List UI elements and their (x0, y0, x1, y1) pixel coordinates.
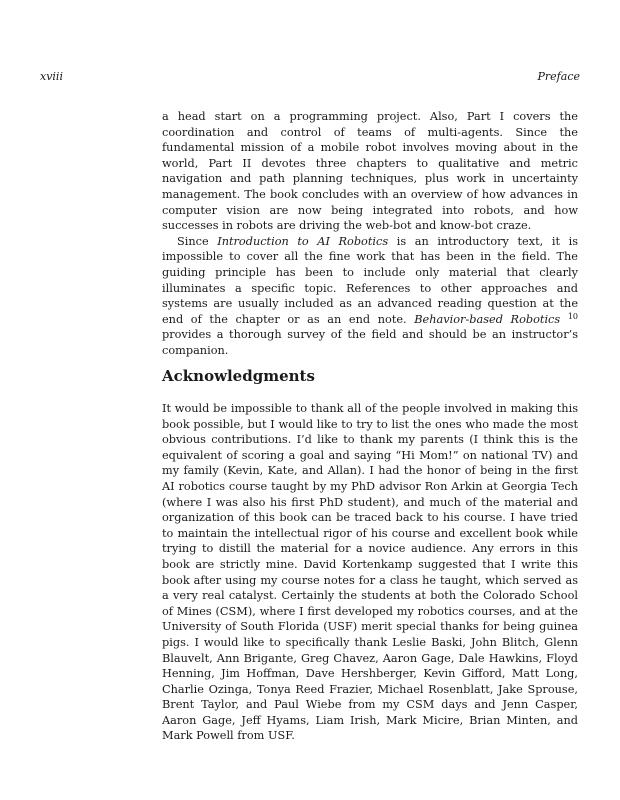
acknowledgments-body (162, 401, 578, 744)
acknowledgments-paragraph: It would be impossible to thank all of the people involved in making this book possible, but I would like to try to list the ones who made the most obvious contributions. I’d like to thank my parents (I think this is the equivalent of scoring a goal and saying “Hi Mom!” on national TV) and my family (Kevin, Kate, and Allan). I had the honor of being in the first AI robotics course taught by my PhD advisor Ron Arkin at Georgia Tech (where I was also his first PhD student), and much of the material and organization of this book can be traced back to his course. I have tried to maintain the intellectual rigor of his course and excellent book while trying to distill the material for a novice audience. Any errors in this book are strictly mine. David Kortenkamp suggested that I write this book after using my course notes for a class he taught, which served as a very real catalyst. Certainly the students at both the Colorado School of Mines (CSM), where I first developed my robotics courses, and at the University of South Florida (USF) merit special thanks for being guinea pigs. I would like to specifically thank Leslie Baski, John Blitch, Glenn Blauvelt, Ann Brigante, Greg Chavez, Aaron Gage, Dale Hawkins, Floyd Henning, Jim Hoffman, Dave Hershberger, Kevin Gifford, Matt Long, Charlie Ozinga, Tonya Reed Frazier, Michael Rosenblatt, Jake Sprouse, Brent Taylor, and Paul Wiebe from my CSM days and Jenn Casper, Aaron Gage, Jeff Hyams, Liam Irish, Mark Micire, Brian Minten, and Mark Powell from USF. (162, 402, 578, 743)
para2-text-middle: is an introductory text, it is impossible to cover all the fine work that has been in the field. The guiding principle has been to include only material that clearly illuminates a specific topic. References to other approaches and systems are usually included as an advanced reading question at the end of the chapter or as an end note. (162, 234, 578, 326)
endnote-number: 10 (567, 311, 578, 321)
book-title: Introduction to AI Robotics (217, 234, 389, 248)
preface-body (162, 109, 578, 359)
reference-title: Behavior-based Robotics (414, 312, 561, 326)
para2-text-end: provides a thorough survey of the field and should be an instructor’s companion. (162, 328, 578, 357)
preface-paragraph-2 (162, 234, 578, 359)
running-title: Preface (537, 70, 580, 83)
section-heading: Acknowledgments (162, 367, 315, 385)
preface-paragraph-1: a head start on a programming project. Also, Part I covers the coordination and control of teams of multi-agents. Since the fundamental mission of a mobile robot involves moving about in the world, Part II devotes three chapters to qualitative and metric navigation and path planning techniques, plus work in uncertainty management. The book concludes with an overview of how advances in computer vision are now being integrated into robots, and how successes in robots are driving the web-bot and know-bot craze. (162, 110, 578, 233)
page-number: xviii (40, 70, 63, 83)
para2-text-start: Since (177, 234, 218, 248)
